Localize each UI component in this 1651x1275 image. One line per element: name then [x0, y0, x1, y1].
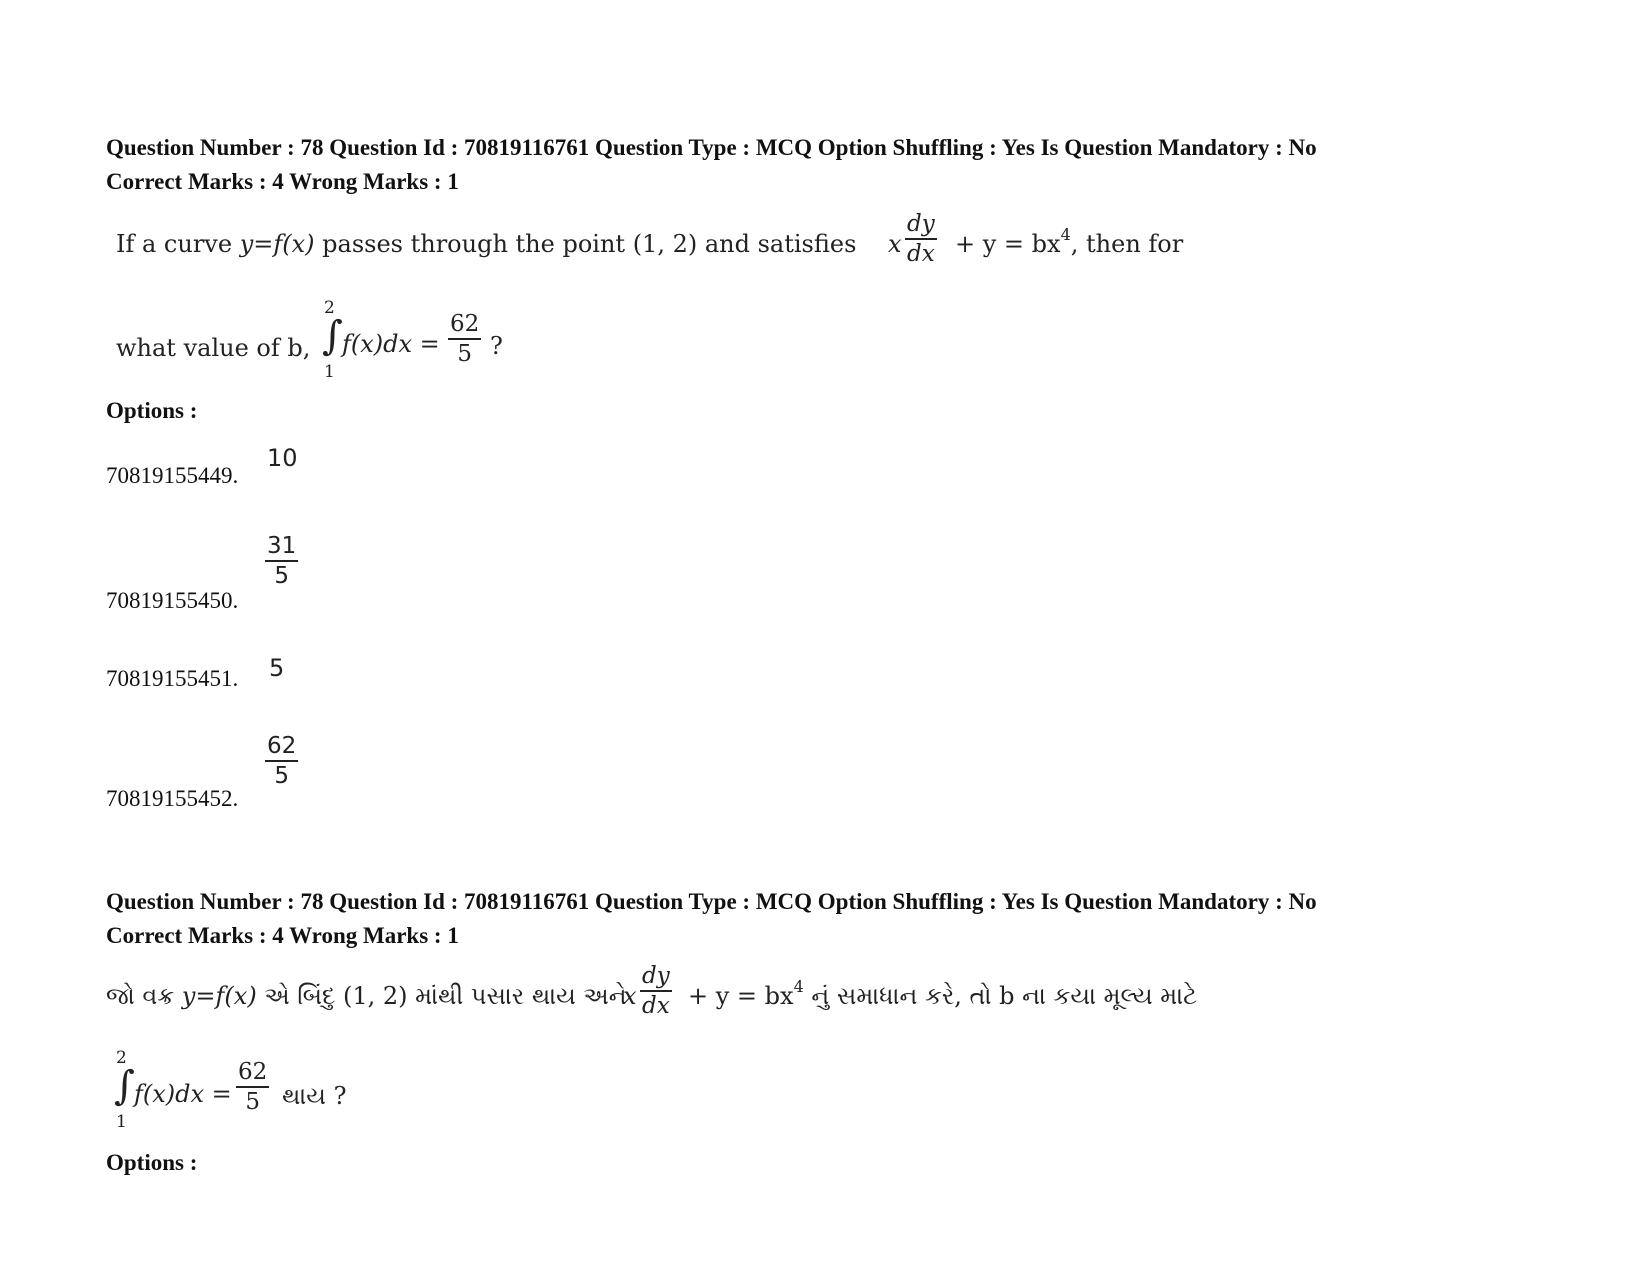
integral-lower-limit: 1	[324, 362, 335, 382]
option-id: 70819155452.	[106, 786, 239, 811]
question-end-text: થાય ?	[282, 1082, 347, 1110]
fraction-numerator: 62	[450, 311, 480, 337]
option-value: 5	[269, 654, 285, 682]
function-expression: y=f(x)	[181, 982, 257, 1010]
integral-value-fraction	[448, 310, 481, 368]
exponent: 4	[793, 977, 804, 996]
fraction-denominator: 5	[245, 1088, 260, 1115]
integral-upper-limit: 2	[324, 298, 335, 318]
integral-sign: ∫	[114, 1063, 135, 1109]
equation-rest	[688, 977, 1198, 1010]
question-text-line1	[116, 230, 856, 258]
options-label: Options :	[106, 1150, 198, 1175]
fraction-denominator: 5	[274, 762, 289, 789]
question-mark: ?	[490, 332, 503, 360]
equation-text: + y = bx	[688, 982, 794, 1010]
question-marks-line: Correct Marks : 4 Wrong Marks : 1	[106, 169, 459, 194]
options-label: Options :	[106, 398, 198, 423]
variable-x: x	[888, 230, 902, 258]
option-value: 10	[267, 444, 298, 472]
function-expression: y=f(x)	[239, 230, 315, 258]
question-text-line2: what value of b,	[116, 334, 311, 362]
option-id: 70819155450.	[106, 588, 239, 613]
option-fraction	[265, 532, 298, 590]
derivative-fraction	[905, 210, 937, 268]
text-part: નું સમાધાન કરે, તો b ના કયા મૂલ્ય માટે	[811, 982, 1198, 1010]
option-fraction	[265, 732, 298, 790]
integral-lower-limit: 1	[116, 1112, 127, 1132]
fraction-denominator: 5	[457, 340, 472, 367]
equation-rest	[955, 225, 1184, 258]
integral-sign: ∫	[322, 313, 343, 359]
text-part: passes through the point (1, 2) and satisfies	[322, 230, 857, 258]
derivative-fraction	[640, 962, 672, 1020]
question-marks-line: Correct Marks : 4 Wrong Marks : 1	[106, 923, 459, 948]
fraction-denominator: dx	[907, 240, 935, 267]
fraction-denominator: 5	[274, 562, 289, 589]
fraction-numerator: 31	[267, 533, 297, 559]
option-id: 70819155451.	[106, 666, 239, 691]
question-text-line1	[106, 982, 627, 1010]
variable-x: x	[623, 982, 637, 1010]
integrand: f(x)dx =	[134, 1080, 232, 1108]
text-part: , then for	[1070, 230, 1184, 258]
fraction-numerator: dy	[642, 963, 670, 989]
text-part: એ બિંદુ (1, 2) માંથી પસાર થાય અને	[264, 982, 627, 1010]
question-meta-line1: Question Number : 78 Question Id : 70819116761 Question Type : MCQ Option Shuffling : Yes Is Question Mandatory : No	[106, 889, 1317, 914]
text-part: If a curve	[116, 230, 233, 258]
fraction-denominator: dx	[642, 992, 670, 1019]
integrand: f(x)dx =	[342, 330, 440, 358]
fraction-numerator: 62	[267, 733, 297, 759]
option-id: 70819155449.	[106, 463, 239, 488]
equation-text: + y = bx	[955, 230, 1061, 258]
integral-value-fraction	[236, 1058, 269, 1116]
fraction-numerator: dy	[907, 211, 935, 237]
question-meta-line1: Question Number : 78 Question Id : 70819116761 Question Type : MCQ Option Shuffling : Yes Is Question Mandatory : No	[106, 135, 1317, 160]
exponent: 4	[1060, 225, 1071, 244]
fraction-numerator: 62	[238, 1059, 268, 1085]
text-part: જો વક્ર	[106, 982, 175, 1010]
integral-upper-limit: 2	[116, 1048, 127, 1068]
